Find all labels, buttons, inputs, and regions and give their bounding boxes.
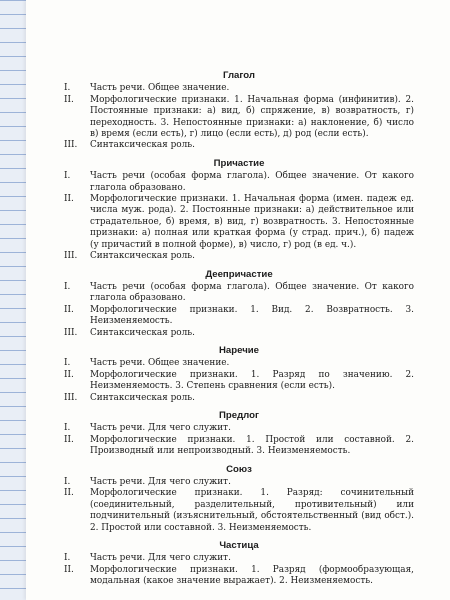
printed-sheet [26, 0, 450, 600]
section-title: Наречие [218, 344, 260, 356]
item-number: I. [64, 281, 71, 292]
list-item [64, 423, 414, 434]
item-text: Часть речи (особая форма глагола). Общее значение. От какого глагола образовано. [90, 171, 414, 193]
item-number: I. [64, 171, 71, 182]
list-item [64, 370, 414, 393]
item-text: Часть речи. Для чего служит. [90, 553, 231, 564]
section-list [64, 423, 414, 457]
item-text: Синтаксическая роль. [90, 251, 195, 262]
section-title: Предлог [218, 409, 259, 421]
item-number: I. [64, 423, 71, 434]
list-item [64, 488, 414, 534]
section-list [64, 553, 414, 587]
item-text: Морфологические признаки. 1. Вид. 2. Возвратность. 3. Неизменяемость. [90, 304, 414, 327]
list-item [64, 305, 414, 328]
item-number: II. [64, 94, 74, 105]
document-content [64, 70, 414, 594]
item-text: Синтаксическая роль. [90, 140, 195, 151]
item-text: Часть речи. Общее значение. [90, 358, 230, 369]
item-text: Морфологические признаки. 1. Начальная форма (инфинитив). 2. Постоянные признаки: а) вид, б) спряжение, в) возвратность, г) переходность. 3. Непостоянные признаки: а) наклонение, б) число в) время (если есть), г) лицо (если есть), д) род (если есть). [90, 94, 414, 140]
item-number: I. [64, 477, 71, 487]
item-text: Часть речи (особая форма глагола). Общее значение. От какого глагола образовано. [90, 281, 414, 304]
lined-paper-margin [0, 0, 27, 600]
list-item [64, 140, 414, 151]
section-list [64, 83, 414, 151]
item-number: III. [64, 140, 78, 151]
item-number: II. [64, 564, 74, 575]
list-item [64, 435, 414, 458]
item-number: III. [64, 251, 78, 262]
list-item [64, 171, 414, 194]
item-number: II. [64, 369, 74, 380]
list-item [64, 565, 414, 588]
item-text: Часть речи. Для чего служит. [90, 423, 231, 434]
list-item [64, 393, 414, 404]
section-list [64, 477, 414, 534]
item-number: II. [64, 434, 74, 445]
item-number: II. [64, 194, 74, 205]
list-item [64, 251, 414, 262]
section-title: Частица [219, 540, 259, 552]
item-text: Морфологические признаки. 1. Разряд (формообразующая, модальная (какое значение выражает). 2. Неизменяемость. [90, 564, 414, 587]
item-text: Часть речи. Общее значение. [90, 83, 230, 94]
list-item [64, 282, 414, 305]
item-text: Синтаксическая роль. [90, 327, 195, 338]
list-item [64, 553, 414, 564]
item-number: I. [64, 358, 71, 369]
list-item [64, 358, 414, 369]
item-number: I. [64, 83, 71, 94]
section-list [64, 358, 414, 404]
section-title: Союз [226, 463, 252, 475]
item-text: Синтаксическая роль. [90, 392, 195, 403]
item-number: II. [64, 304, 74, 315]
section-title: Глагол [223, 70, 255, 81]
list-item [64, 95, 414, 141]
section-title: Деепричастие [205, 268, 273, 280]
item-text: Часть речи. Для чего служит. [90, 477, 231, 487]
section-list [64, 171, 414, 262]
list-item [64, 83, 414, 94]
list-item [64, 477, 414, 488]
item-text: Морфологические признаки. 1. Начальная форма (имен. падеж ед. числа муж. рода). 2. Постоянные признаки: а) действительное или страдательное, б) время, в) вид, г) возвратность. 3. Непостоянные признаки: а) полная или краткая форма (у страд. прич.), б) падеж (у причастий в полной форме), в) число, г) род (в ед. ч.). [90, 194, 414, 250]
section-title: Причастие [213, 157, 265, 169]
item-number: III. [64, 327, 78, 338]
item-number: I. [64, 553, 71, 564]
item-number: III. [64, 392, 78, 403]
item-text: Морфологические признаки. 1. Простой или составной. 2. Производный или непроизводный. 3. Неизменяемость. [90, 434, 414, 457]
list-item [64, 328, 414, 339]
item-number: II. [64, 488, 74, 499]
list-item [64, 194, 414, 251]
item-text: Морфологические признаки. 1. Разряд по значению. 2. Неизменяемость. 3. Степень сравнения (если есть). [90, 369, 414, 392]
section-list [64, 282, 414, 339]
item-text: Морфологические признаки. 1. Разряд: сочинительный (соединительный, разделительный, противительный) или подчинительный (изъяснительный, обстоятельственный (вид обст.). 2. Простой или составной. 3. Неизменяемость. [90, 488, 414, 533]
